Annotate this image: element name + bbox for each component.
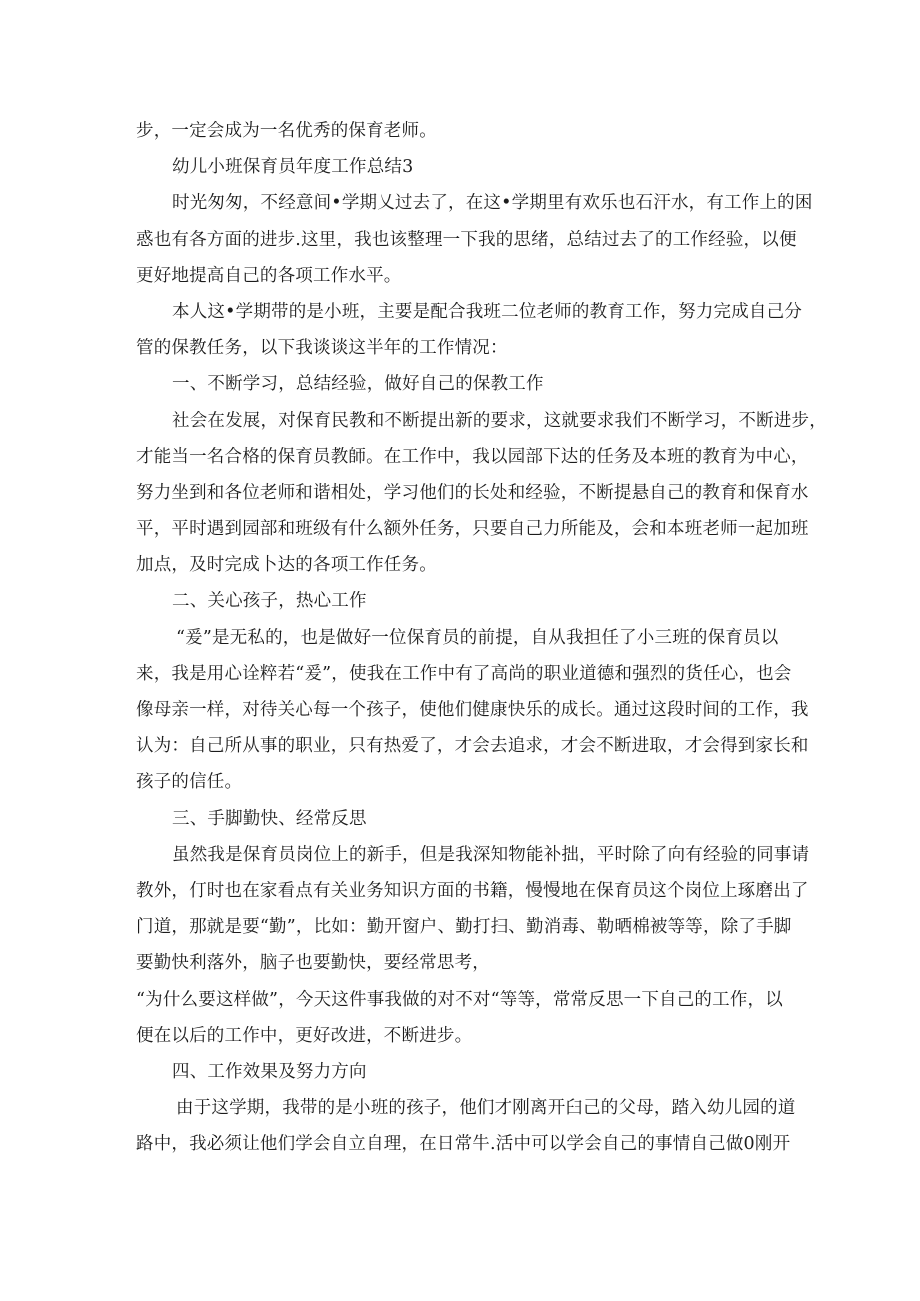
subheading: 四、工作效果及努力方向 <box>172 1061 367 1082</box>
paragraph-line: 时光匆匆，不经意间•学期乂过去了，在这•学期里有欢乐也石汗水，有工作上的困 <box>172 193 813 214</box>
subheading: 一、不断学习，总结经验，做好自己的保教工作 <box>172 374 544 395</box>
paragraph-line: 便在以后的工作中，更好改进，不断进步。 <box>136 1025 473 1046</box>
section-title: 幼儿小班保育员年度工作总结3 <box>172 157 414 178</box>
paragraph-line: 孩子的信任。 <box>136 772 243 793</box>
paragraph-line: 平，平时遇到园部和班级有什么额外任务，只要自己力所能及，会和本班老师一起加班 <box>136 519 809 540</box>
paragraph-line: 努力坐到和各位老师和谐相处，学习他们的长处和经验，不断提悬自己的教育和保育水 <box>136 482 809 503</box>
paragraph-line: 认为：自己所从事的职业，只有热爱了，才会去追求，才会不断进取，才会得到家长和 <box>136 736 809 757</box>
document-body <box>136 113 827 1162</box>
subheading: 三、手脚勤快、经常反思 <box>172 808 367 829</box>
paragraph-line: 加点，及时完成卜达的各项工作任务。 <box>136 555 437 576</box>
paragraph-line: “爰”是无私的，也是做好一位保育员的前提，自从我担任了小三班的保育员以 <box>176 627 779 648</box>
paragraph-line: 来，我是用心诠粹若“爰”，使我在工作中有了高尚的职业道德和强烈的货任心，也会 <box>136 663 792 684</box>
paragraph-line: 路中，我必须让他们学会自立自理，在日常牛.活中可以学会自己的事情自己做0刚开 <box>136 1134 791 1155</box>
paragraph-line: 教外，仃时也在家看点有关业务知识方面的书籍，慢慢地在保育员这个岗位上琢磨出了 <box>136 880 809 901</box>
paragraph-line: 社会在发展，对保育民教和不断提出新的要求，这就要求我们不断学习，不断进步， <box>172 410 827 431</box>
subheading: 二、关心孩子，热心工作 <box>172 591 367 612</box>
paragraph-line: 像母亲一样，对待关心每一个孩子，使他们健康快乐的成长。通过这段时间的工作，我 <box>136 700 809 720</box>
paragraph-line: 要勤快利落外，脑子也要勤快，要经常思考， <box>136 953 490 974</box>
paragraph-line: 虽然我是保育员岗位上的新手，但是我深知物能补拙，平时除了向有经验的同事请 <box>172 844 810 865</box>
paragraph-line: 才能当一名合格的保育员教師。在工作中，我以园部下达的任务及本班的教育为中心， <box>136 446 809 467</box>
paragraph-line: 步，一定会成为一名优秀的保育老师。 <box>136 121 437 141</box>
paragraph-line: “为什么要这样做”，今天这件事我做的对不对“等等，常常反思一下自己的工作，以 <box>136 989 783 1010</box>
paragraph-line: 本人这•学期带的是小班，主要是配合我班二位老师的教育工作，努力完成自己分 <box>172 301 803 322</box>
paragraph-line: 由于这学期，我带的是小班的孩子，他们才刚离开臼己的父母，踏入幼儿园的道 <box>176 1098 796 1119</box>
paragraph-line: 惑也有各方面的进步.这里，我也该整理一下我的思绪，总结过去了的工作经验，以便 <box>136 229 797 250</box>
paragraph-line: 门道，那就是要“勤”，比如：勤开窗户、勤打扫、勤消毒、勒晒棉被等等，除了手脚 <box>136 917 792 938</box>
paragraph-line: 更好地提高自己的各项工作水平。 <box>136 265 402 286</box>
paragraph-line: 管的保教任务，以下我谈谈这半年的工作情况： <box>136 338 508 359</box>
